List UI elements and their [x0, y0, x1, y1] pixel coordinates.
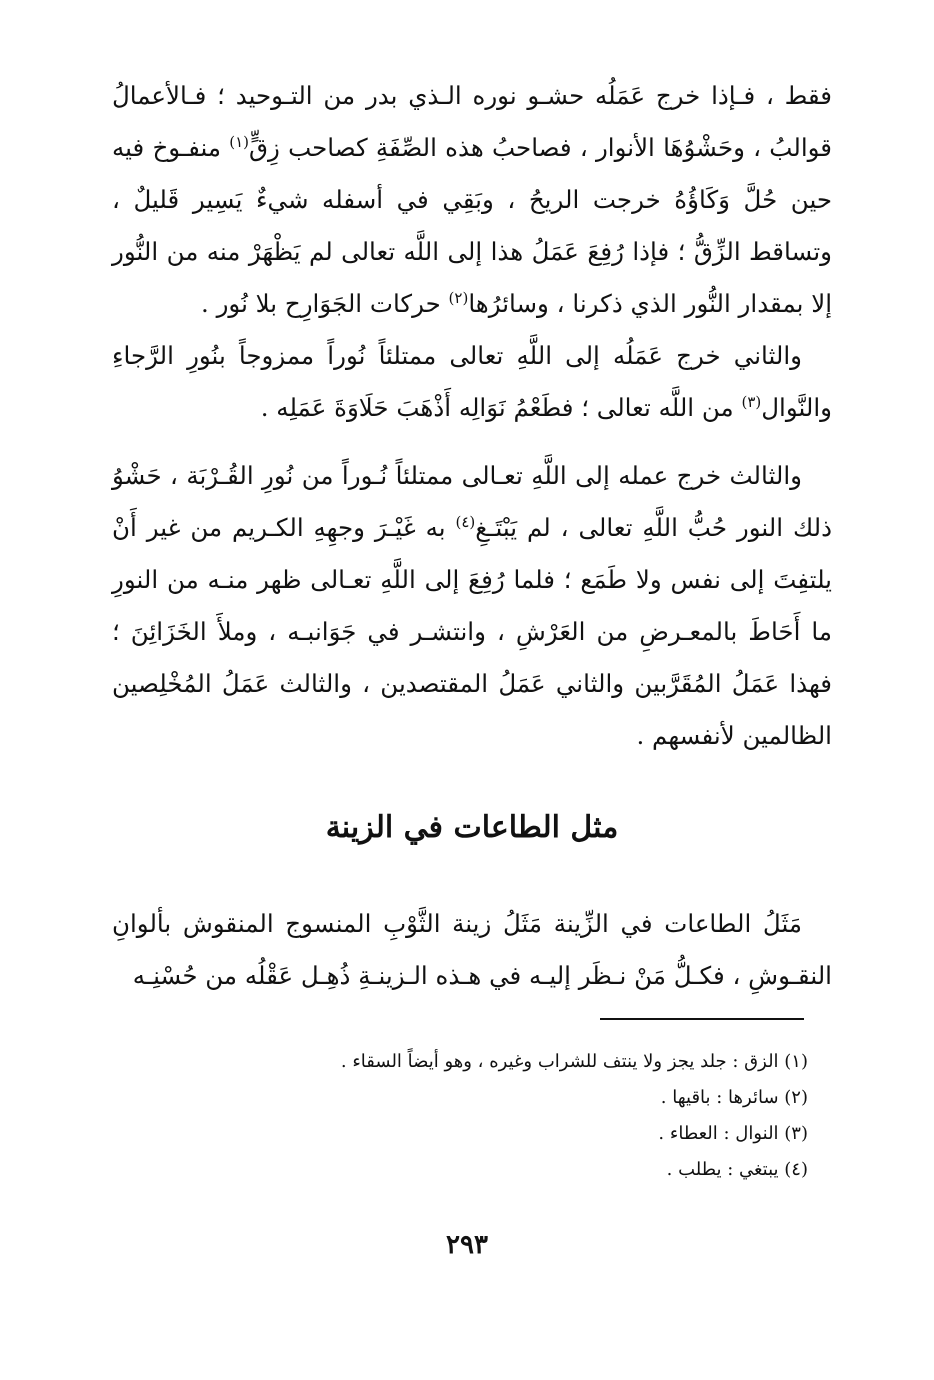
footnote-ref-4: (٤) [455, 512, 476, 531]
paragraph-3-text-a: والثالث خرج عمله إلى اللَّهِ تعـالى ممتلئاً نُـوراً من نُورِ القُـرْبَة ، حَشْوُ ذلك النور حُبُّ اللَّهِ تعالى ، لم يَبْتَـغِ [112, 461, 832, 542]
footnote-3: (٣) النوال : العطاء . [658, 1123, 808, 1144]
paragraph-1-text-a: فقط ، فـإذا خرج عَمَلُه حشـو نوره الـذي بدر من التـوحيد ؛ فـالأعمالُ قوالبُ ، وحَشْوُهَا الأنوار ، فصاحبُ هذه الصِّفَةِ كصاحب زِقٍّ [112, 81, 833, 162]
footnotes-list [112, 1044, 808, 1188]
paragraph-3 [112, 450, 832, 762]
footnote-divider [600, 1018, 804, 1020]
footnote-2: (٢) سائرها : باقيها . [660, 1087, 808, 1108]
footnote-ref-2: (٢) [448, 288, 469, 307]
footnote-ref-1: (١) [229, 132, 250, 151]
section-paragraph: مَثَلُ الطاعات في الزِّينة مَثَلُ زينة الثَّوْبِ المنسوج المنقوش بألوانِ النقـوشِ ، فكـلُّ مَنْ نـظَر إليـه في هـذه الـزينـةِ ذُهِـل عَقْلُه من حُسْنِـه [112, 909, 832, 990]
footnote-4: (٤) يبتغي : يطلب . [666, 1159, 808, 1180]
paragraph-2 [112, 330, 832, 434]
paragraph-1 [112, 70, 832, 330]
paragraph-1-text-b: منفـوخ فيه حين حُلَّ وَكَاؤُهُ خرجت الريحُ ، وبَقِي في أسفله شيءٌ يَسِير قَليلٌ ، وتساقط الزِّقُّ ؛ فإذا رُفِعَ عَمَلُ هذا إلى اللَّه تعالى لم يَظْهَرْ منه من النُّور إلا بمقدار النُّور الذي ذكرنا ، وسائرُها [112, 133, 832, 318]
section-heading: مثل الطاعات في الزينة [325, 810, 619, 845]
paragraph-3-text-b: به غَيْـرَ وجهِهِ الكـريم من غير أَنْ يلتفِتَ إلى نفس ولا طَمَع ؛ فلما رُفِعَ إلى اللَّهِ تعـالى ظهر منـه من النورِ ما أَحَاطَ بالمعـرضِ من العَرْشِ ، وانتشـر في جَوَانبـه ، وملأَ الخَزَائِنَ ؛ فهذا عَمَلُ المُقَرَّبين والثاني عَمَلُ المقتصدين ، والثالث عَمَلُ المُخْلِصين الظالمين لأنفسهم . [112, 513, 832, 750]
footnote-1: (١) الزق : جلد يجز ولا ينتف للشراب وغيره ، وهو أيضاً السقاء . [340, 1051, 808, 1072]
page-number: ٢٩٣ [446, 1230, 488, 1260]
paragraph-1-text-c: حركات الجَوَارِح بلا نُور . [201, 289, 449, 318]
paragraph-2-text-b: من اللَّه تعالى ؛ فطَعْمُ نَوَالِه أَذْهَبَ حَلَاوَةَ عَمَلِه . [260, 393, 742, 422]
paragraph-2-text-a: والثاني خرج عَمَلُه إلى اللَّهِ تعالى ممتلئاً نُوراً ممزوجاً بنُورِ الرَّجاءِ والنَّوال [112, 341, 832, 422]
footnote-ref-3: (٣) [741, 392, 762, 411]
